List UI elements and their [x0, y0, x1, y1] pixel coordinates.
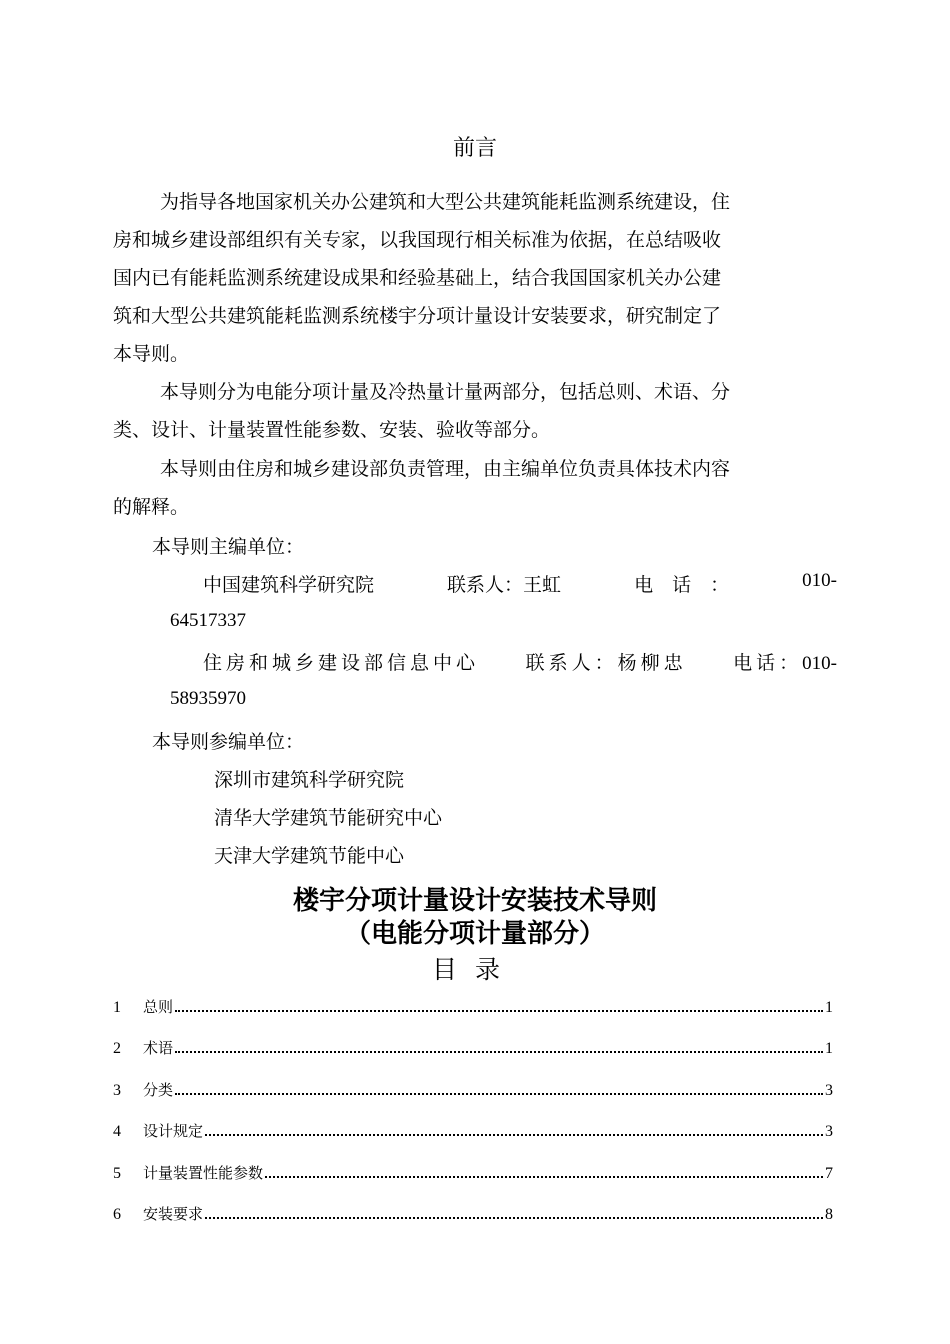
toc-page: 3 [825, 1123, 833, 1140]
toc-entry[interactable] [113, 1200, 833, 1224]
toc-entry[interactable] [113, 1076, 833, 1100]
toc-text: 安装要求 [143, 1205, 204, 1223]
unit-phone-number: 58935970 [170, 688, 246, 709]
unit-phone-prefix: 010- [802, 653, 837, 674]
toc-leader [175, 1010, 823, 1012]
toc-entry[interactable] [113, 1034, 833, 1058]
toc-text: 总则 [143, 998, 174, 1016]
toc-leader [205, 1217, 823, 1219]
toc-page: 1 [825, 1040, 833, 1057]
toc-page: 3 [825, 1082, 833, 1099]
toc-number: 5 [113, 1165, 121, 1182]
toc-number: 1 [113, 999, 121, 1016]
text-line: 本导则。 [113, 343, 190, 365]
toc-page: 7 [825, 1165, 833, 1182]
toc-number: 4 [113, 1123, 121, 1140]
text-line: 国内已有能耗监测系统建设成果和经验基础上，结合我国国家机关办公建 [113, 267, 722, 289]
preface-paragraph-1 [113, 183, 837, 373]
toc-title: 目录 [431, 955, 518, 984]
text-line: 类、设计、计量装置性能参数、安装、验收等部分。 [113, 419, 551, 441]
text-line: 为指导各地国家机关办公建筑和大型公共建筑能耗监测系统建设，住 [160, 191, 731, 213]
chief-unit-2 [203, 648, 837, 675]
member-unit: 清华大学建筑节能研究中心 [214, 807, 443, 829]
text-line: 房和城乡建设部组织有关专家，以我国现行相关标准为依据，在总结吸收 [113, 229, 722, 251]
toc-entry[interactable] [113, 1117, 833, 1141]
toc-text: 计量装置性能参数 [143, 1164, 264, 1182]
unit-name: 中国建筑科学研究院 [203, 574, 375, 596]
unit-contact: 联系人：杨柳忠 [525, 652, 687, 674]
toc-text: 术语 [143, 1039, 174, 1057]
unit-phone-number: 64517337 [170, 610, 246, 631]
member-unit: 天津大学建筑节能中心 [214, 845, 405, 867]
toc-page: 1 [825, 999, 833, 1016]
preface-paragraph-2 [113, 373, 837, 449]
unit-name: 住房和城乡建设部信息中心 [203, 652, 480, 674]
chief-unit-1 [203, 570, 837, 597]
toc-leader [175, 1093, 823, 1095]
unit-phone [733, 648, 837, 675]
text-line: 本导则分为电能分项计量及冷热量计量两部分，包括总则、术语、分 [160, 381, 731, 403]
unit-phone-label: 电话： [733, 652, 803, 674]
unit-phone-prefix: 010- [802, 570, 837, 591]
text-line: 的解释。 [113, 496, 190, 518]
toc-leader [205, 1134, 823, 1136]
preface-paragraph-3 [113, 450, 837, 526]
toc-number: 3 [113, 1082, 121, 1099]
toc-leader [265, 1176, 823, 1178]
toc-entry[interactable] [113, 993, 833, 1017]
toc-leader [175, 1051, 823, 1053]
chief-unit-label: 本导则主编单位： [152, 536, 305, 558]
toc-number: 2 [113, 1040, 121, 1057]
toc-entry[interactable] [113, 1159, 833, 1183]
toc-text: 设计规定 [143, 1122, 204, 1140]
toc-page: 8 [825, 1206, 833, 1223]
guide-title: 楼宇分项计量设计安装技术导则 [292, 886, 657, 916]
member-unit-label: 本导则参编单位： [152, 731, 305, 753]
text-line: 本导则由住房和城乡建设部负责管理，由主编单位负责具体技术内容 [160, 458, 731, 480]
preface-heading: 前言 [452, 136, 497, 161]
unit-contact: 联系人：王虹 [447, 574, 562, 596]
toc-text: 分类 [143, 1081, 174, 1099]
text-line: 筑和大型公共建筑能耗监测系统楼宇分项计量设计安装要求，研究制定了 [113, 305, 722, 327]
unit-phone-label: 电 话 ： [634, 574, 730, 596]
guide-subtitle: （电能分项计量部分） [344, 919, 605, 949]
member-unit: 深圳市建筑科学研究院 [214, 769, 405, 791]
toc-number: 6 [113, 1206, 121, 1223]
